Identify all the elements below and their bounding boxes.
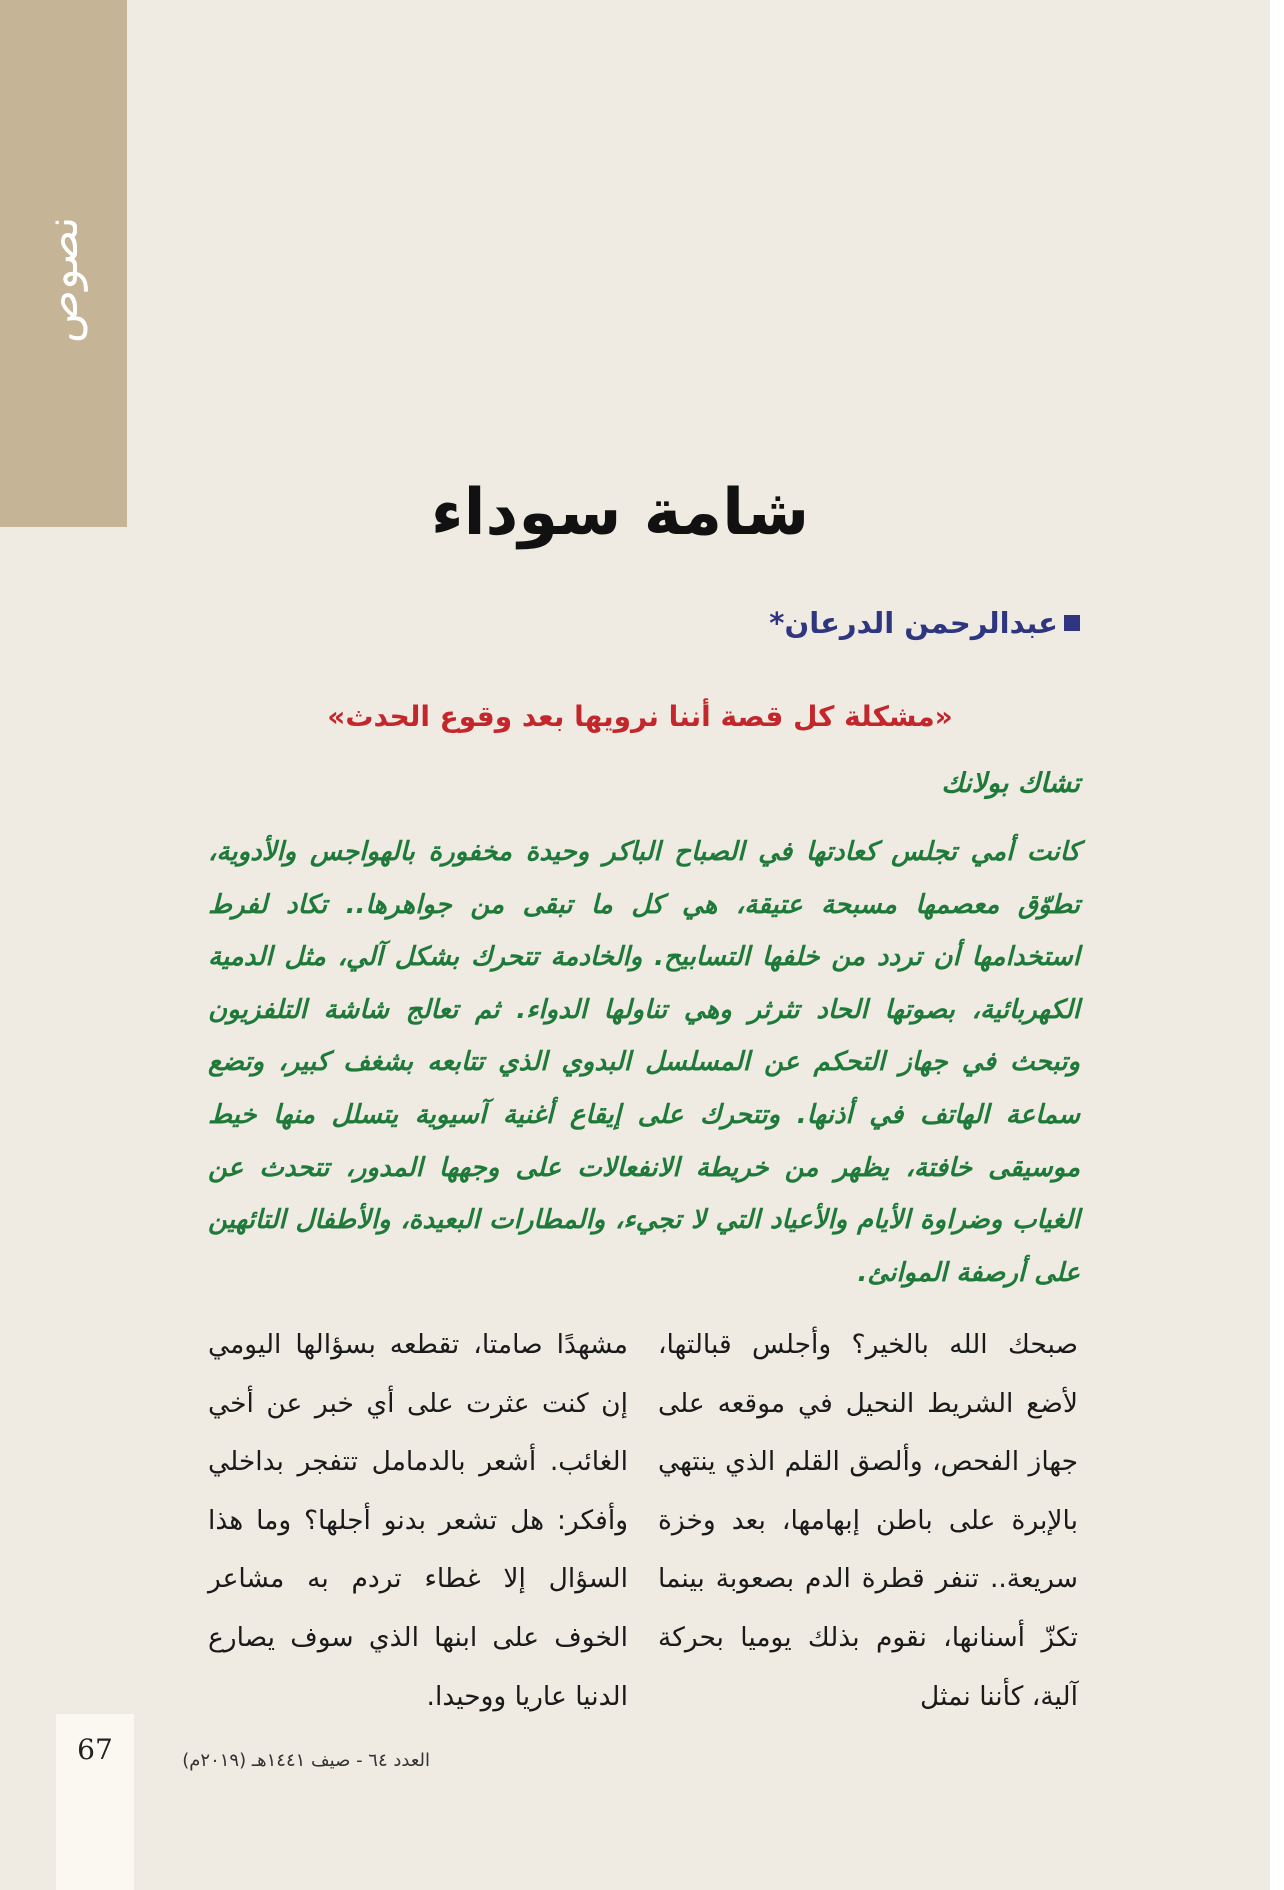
epigraph-author: تشاك بولانك xyxy=(941,768,1080,799)
section-band xyxy=(0,0,127,527)
author-byline xyxy=(200,600,1080,646)
section-label: نصوص xyxy=(37,216,88,344)
page-margin xyxy=(1270,0,1284,1890)
body-column-left: مشهدًا صامتا، تقطعه بسؤالها اليومي إن كنت عثرت على أي خبر عن أخي الغائب. أشعر بالدمامل تتفجر بداخلي وأفكر: هل تشعر بدنو أجلها؟ وما هذا السؤال إلا غطاء تردم به مشاعر الخوف على ابنها الذي سوف يصارع الدنيا عاريا ووحيدا. xyxy=(208,1329,628,1712)
body-column-right: صبحك الله بالخير؟ وأجلس قبالتها، لأضع الشريط النحيل في موقعه على جهاز الفحص، وألصق القلم الذي ينتهي بالإبرة على باطن إبهامها، بعد وخزة سريعة.. تنفر قطرة الدم بصعوبة بينما تكزّ أسنانها، نقوم بذلك يوميا بحركة آلية، كأننا نمثل xyxy=(658,1329,1078,1712)
author-name: عبدالرحمن الدرعان* xyxy=(769,606,1058,640)
square-bullet-icon xyxy=(1064,615,1080,631)
intro-paragraph: كانت أمي تجلس كعادتها في الصباح الباكر وحيدة مخفورة بالهواجس والأدوية، تطوّق معصمها مسبحة عتيقة، هي كل ما تبقى من جواهرها.. تكاد لفرط استخدامها أن تردد من خلفها التسابيح. والخادمة تتحرك بشكل آلي، مثل الدمية الكهربائية، بصوتها الحاد تثرثر وهي تناولها الدواء. ثم تعالج شاشة التلفزيون وتبحث في جهاز التحكم عن المسلسل البدوي الذي تتابعه بشغف كبير، وتضع سماعة الهاتف في أذنها. وتتحرك على إيقاع أغنية آسيوية يتسلل منها خيط موسيقى خافتة، يظهر من خريطة الانفعالات على وجهها المدور، تتحدث عن الغياب وضراوة الأيام والأعياد التي لا تجيء، والمطارات البعيدة، والأطفال التائهين على أرصفة الموانئ. xyxy=(208,837,1080,1288)
epigraph-quote: «مشكلة كل قصة أننا نرويها بعد وقوع الحدث» xyxy=(327,700,953,733)
page-number: 67 xyxy=(77,1733,113,1766)
article-title: شامة سوداء xyxy=(430,476,810,550)
issue-info: العدد ٦٤ - صيف ١٤٤١هـ (٢٠١٩م) xyxy=(182,1750,430,1771)
